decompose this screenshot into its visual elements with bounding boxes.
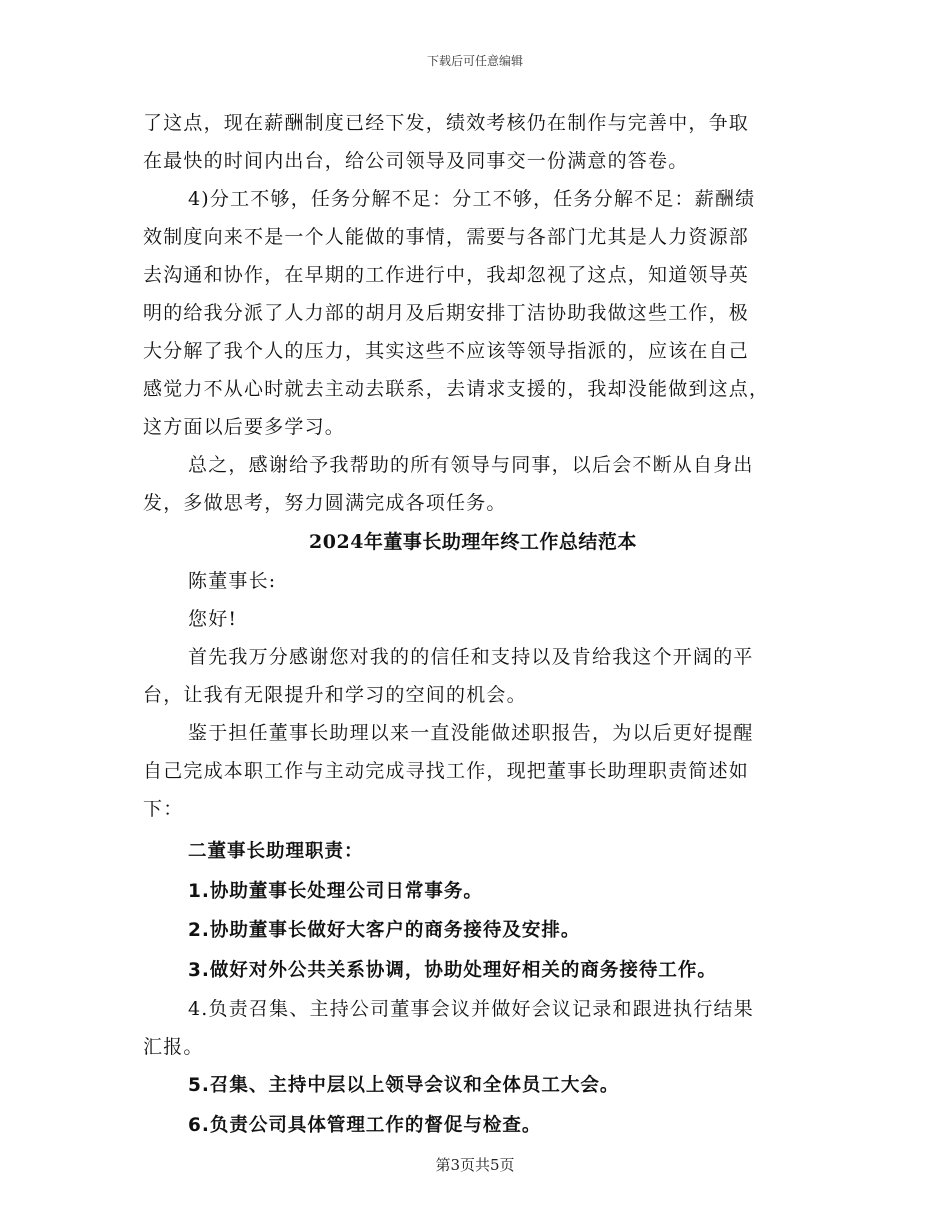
paragraph-line: 发，多做思考，努力圆满完成各项任务。	[143, 492, 507, 514]
section-heading: 二董事长助理职责：	[188, 841, 364, 862]
duty-item-continuation: 汇报。	[143, 1036, 204, 1058]
greeting: 您好!	[188, 608, 238, 630]
document-title: 2024年董事长助理年终工作总结范本	[309, 531, 637, 553]
duty-item: 1.协助董事长处理公司日常事务。	[188, 880, 483, 902]
document-body	[143, 104, 803, 1145]
paragraph-line: 了这点，现在薪酬制度已经下发，绩效考核仍在制作与完善中，争取	[143, 112, 750, 134]
paragraph-line: 效制度向来不是一个人能做的事情，需要与各部门尤其是人力资源部	[143, 226, 750, 248]
paragraph-line: 4)分工不够，任务分解不足：分工不够，任务分解不足：薪酬绩	[188, 188, 756, 210]
page-header: 下载后可任意编辑	[426, 54, 523, 68]
paragraph-line: 鉴于担任董事长助理以来一直没能做述职报告，为以后更好提醒	[188, 722, 754, 744]
duty-item: 6.负责公司具体管理工作的督促与检查。	[188, 1114, 542, 1136]
paragraph-line: 总之，感谢给予我帮助的所有领导与同事，以后会不断从自身出	[188, 454, 754, 476]
duty-item: 2.协助董事长做好大客户的商务接待及安排。	[188, 920, 581, 941]
paragraph-line: 台，让我有无限提升和学习的空间的机会。	[143, 684, 527, 706]
duty-item: 5.召集、主持中层以上领导会议和全体员工大会。	[188, 1075, 620, 1096]
paragraph-line: 去沟通和协作，在早期的工作进行中，我却忽视了这点，知道领导英	[143, 264, 750, 286]
duty-item: 4.负责召集、主持公司董事会议并做好会议记录和跟进执行结果	[188, 998, 754, 1020]
paragraph-line: 感觉力不从心时就去主动去联系，去请求支援的，我却没能做到这点，	[143, 378, 770, 400]
page-number: 第3页共5页	[435, 1156, 515, 1174]
salutation: 陈董事长:	[188, 570, 277, 592]
paragraph-line: 明的给我分派了人力部的胡月及后期安排丁洁协助我做这些工作，极	[143, 302, 750, 324]
paragraph-line: 在最快的时间内出台，给公司领导及同事交一份满意的答卷。	[143, 150, 689, 172]
paragraph-line: 首先我万分感谢您对我的的信任和支持以及肯给我这个开阔的平	[188, 646, 754, 668]
duty-item: 3.做好对外公共关系协调，协助处理好相关的商务接待工作。	[188, 959, 717, 981]
paragraph-line: 大分解了我个人的压力，其实这些不应该等领导指派的，应该在自己	[143, 340, 750, 362]
paragraph-line: 下：	[143, 798, 184, 820]
paragraph-line: 自己完成本职工作与主动完成寻找工作，现把董事长助理职责简述如	[143, 760, 750, 782]
paragraph-line: 这方面以后要多学习。	[143, 416, 346, 438]
